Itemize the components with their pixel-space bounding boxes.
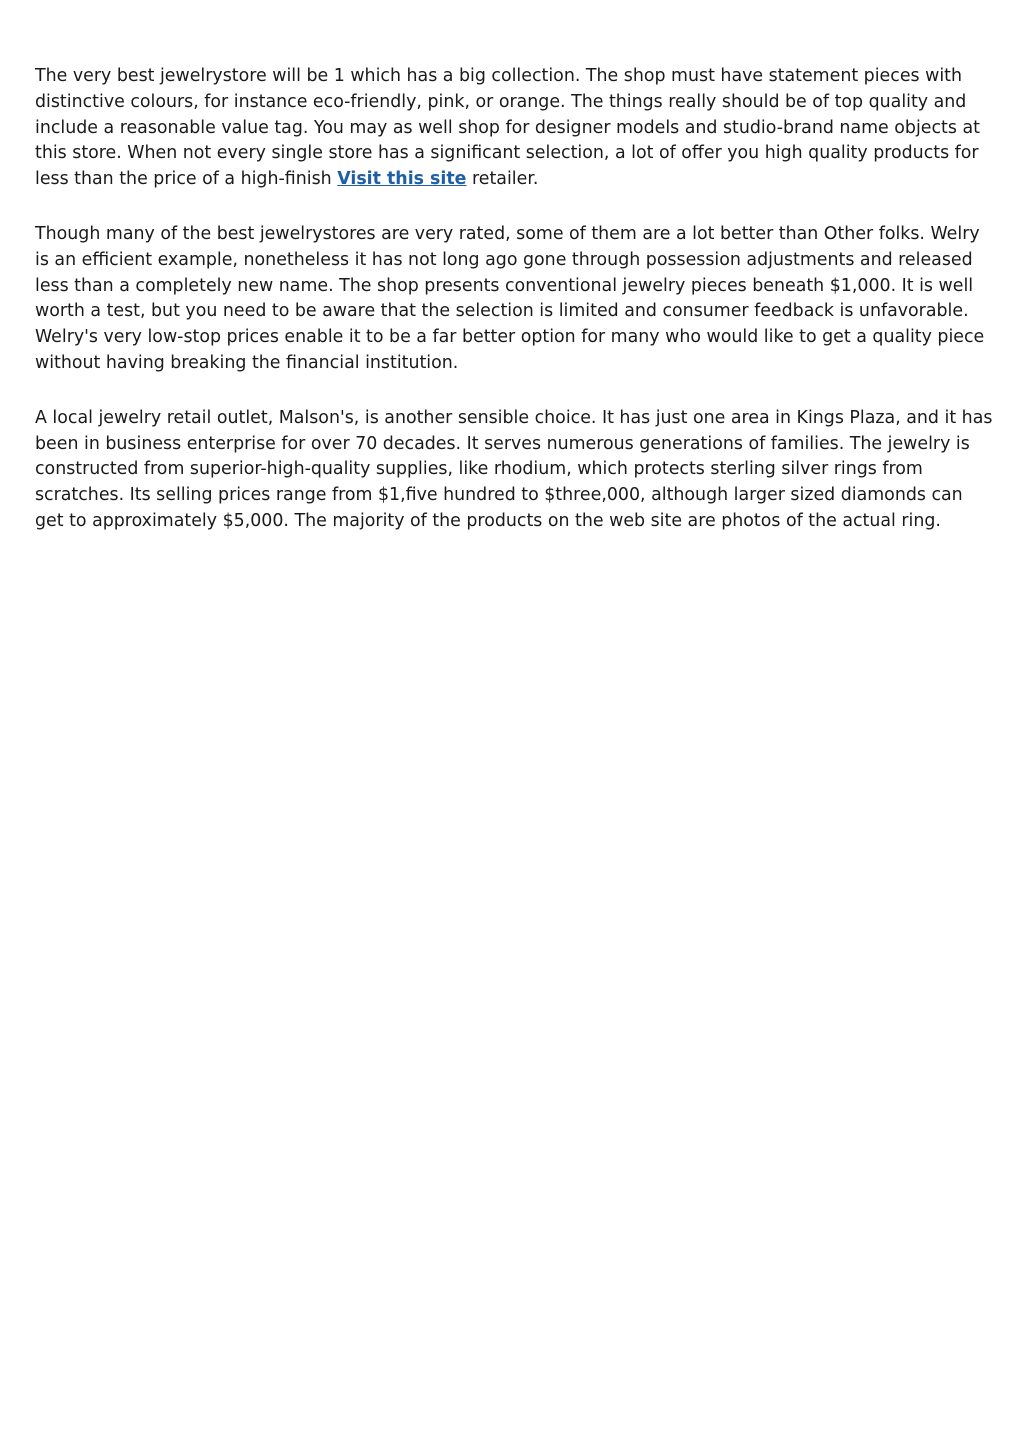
paragraph-1: [35, 64, 995, 193]
paragraph-3: A local jewelry retail outlet, Malson's, is another sensible choice. It has just one area in Kings Plaza, and it has been in business enterprise for over 70 decades. It serves numerous generations of families. The jewelry is constructed from superior-high-quality supplies, like rhodium, which protects sterling silver rings from scratches. Its selling prices range from $1,five hundred to $three,000, although larger sized diamonds can get to approximately $5,000. The majority of the products on the web site are photos of the actual ring.: [35, 407, 993, 531]
visit-site-link[interactable]: Visit this site: [337, 169, 467, 190]
paragraph-2: Though many of the best jewelrystores are very rated, some of them are a lot better than Other folks. Welry is an efficient example, nonetheless it has not long ago gone through possession adjustments and released less than a completely new name. The shop presents conventional jewelry pieces beneath $1,000. It is well worth a test, but you need to be aware that the selection is limited and consumer feedback is unfavorable. Welry's very low-stop prices enable it to be a far better option for many who would like to get a quality piece without having breaking the financial institution.: [35, 223, 985, 373]
article-body: [35, 64, 995, 564]
paragraph-1-text-after: retailer.: [466, 169, 539, 190]
paragraph-1-text-before: The very best jewelrystore will be 1 which has a big collection. The shop must have statement pieces with distinctive colours, for instance eco-friendly, pink, or orange. The things really should be of top quality and include a reasonable value tag. You may as well shop for designer models and studio-brand name objects at this store. When not every single store has a significant selection, a lot of offer you high quality products for less than the price of a high-finish: [35, 66, 980, 190]
